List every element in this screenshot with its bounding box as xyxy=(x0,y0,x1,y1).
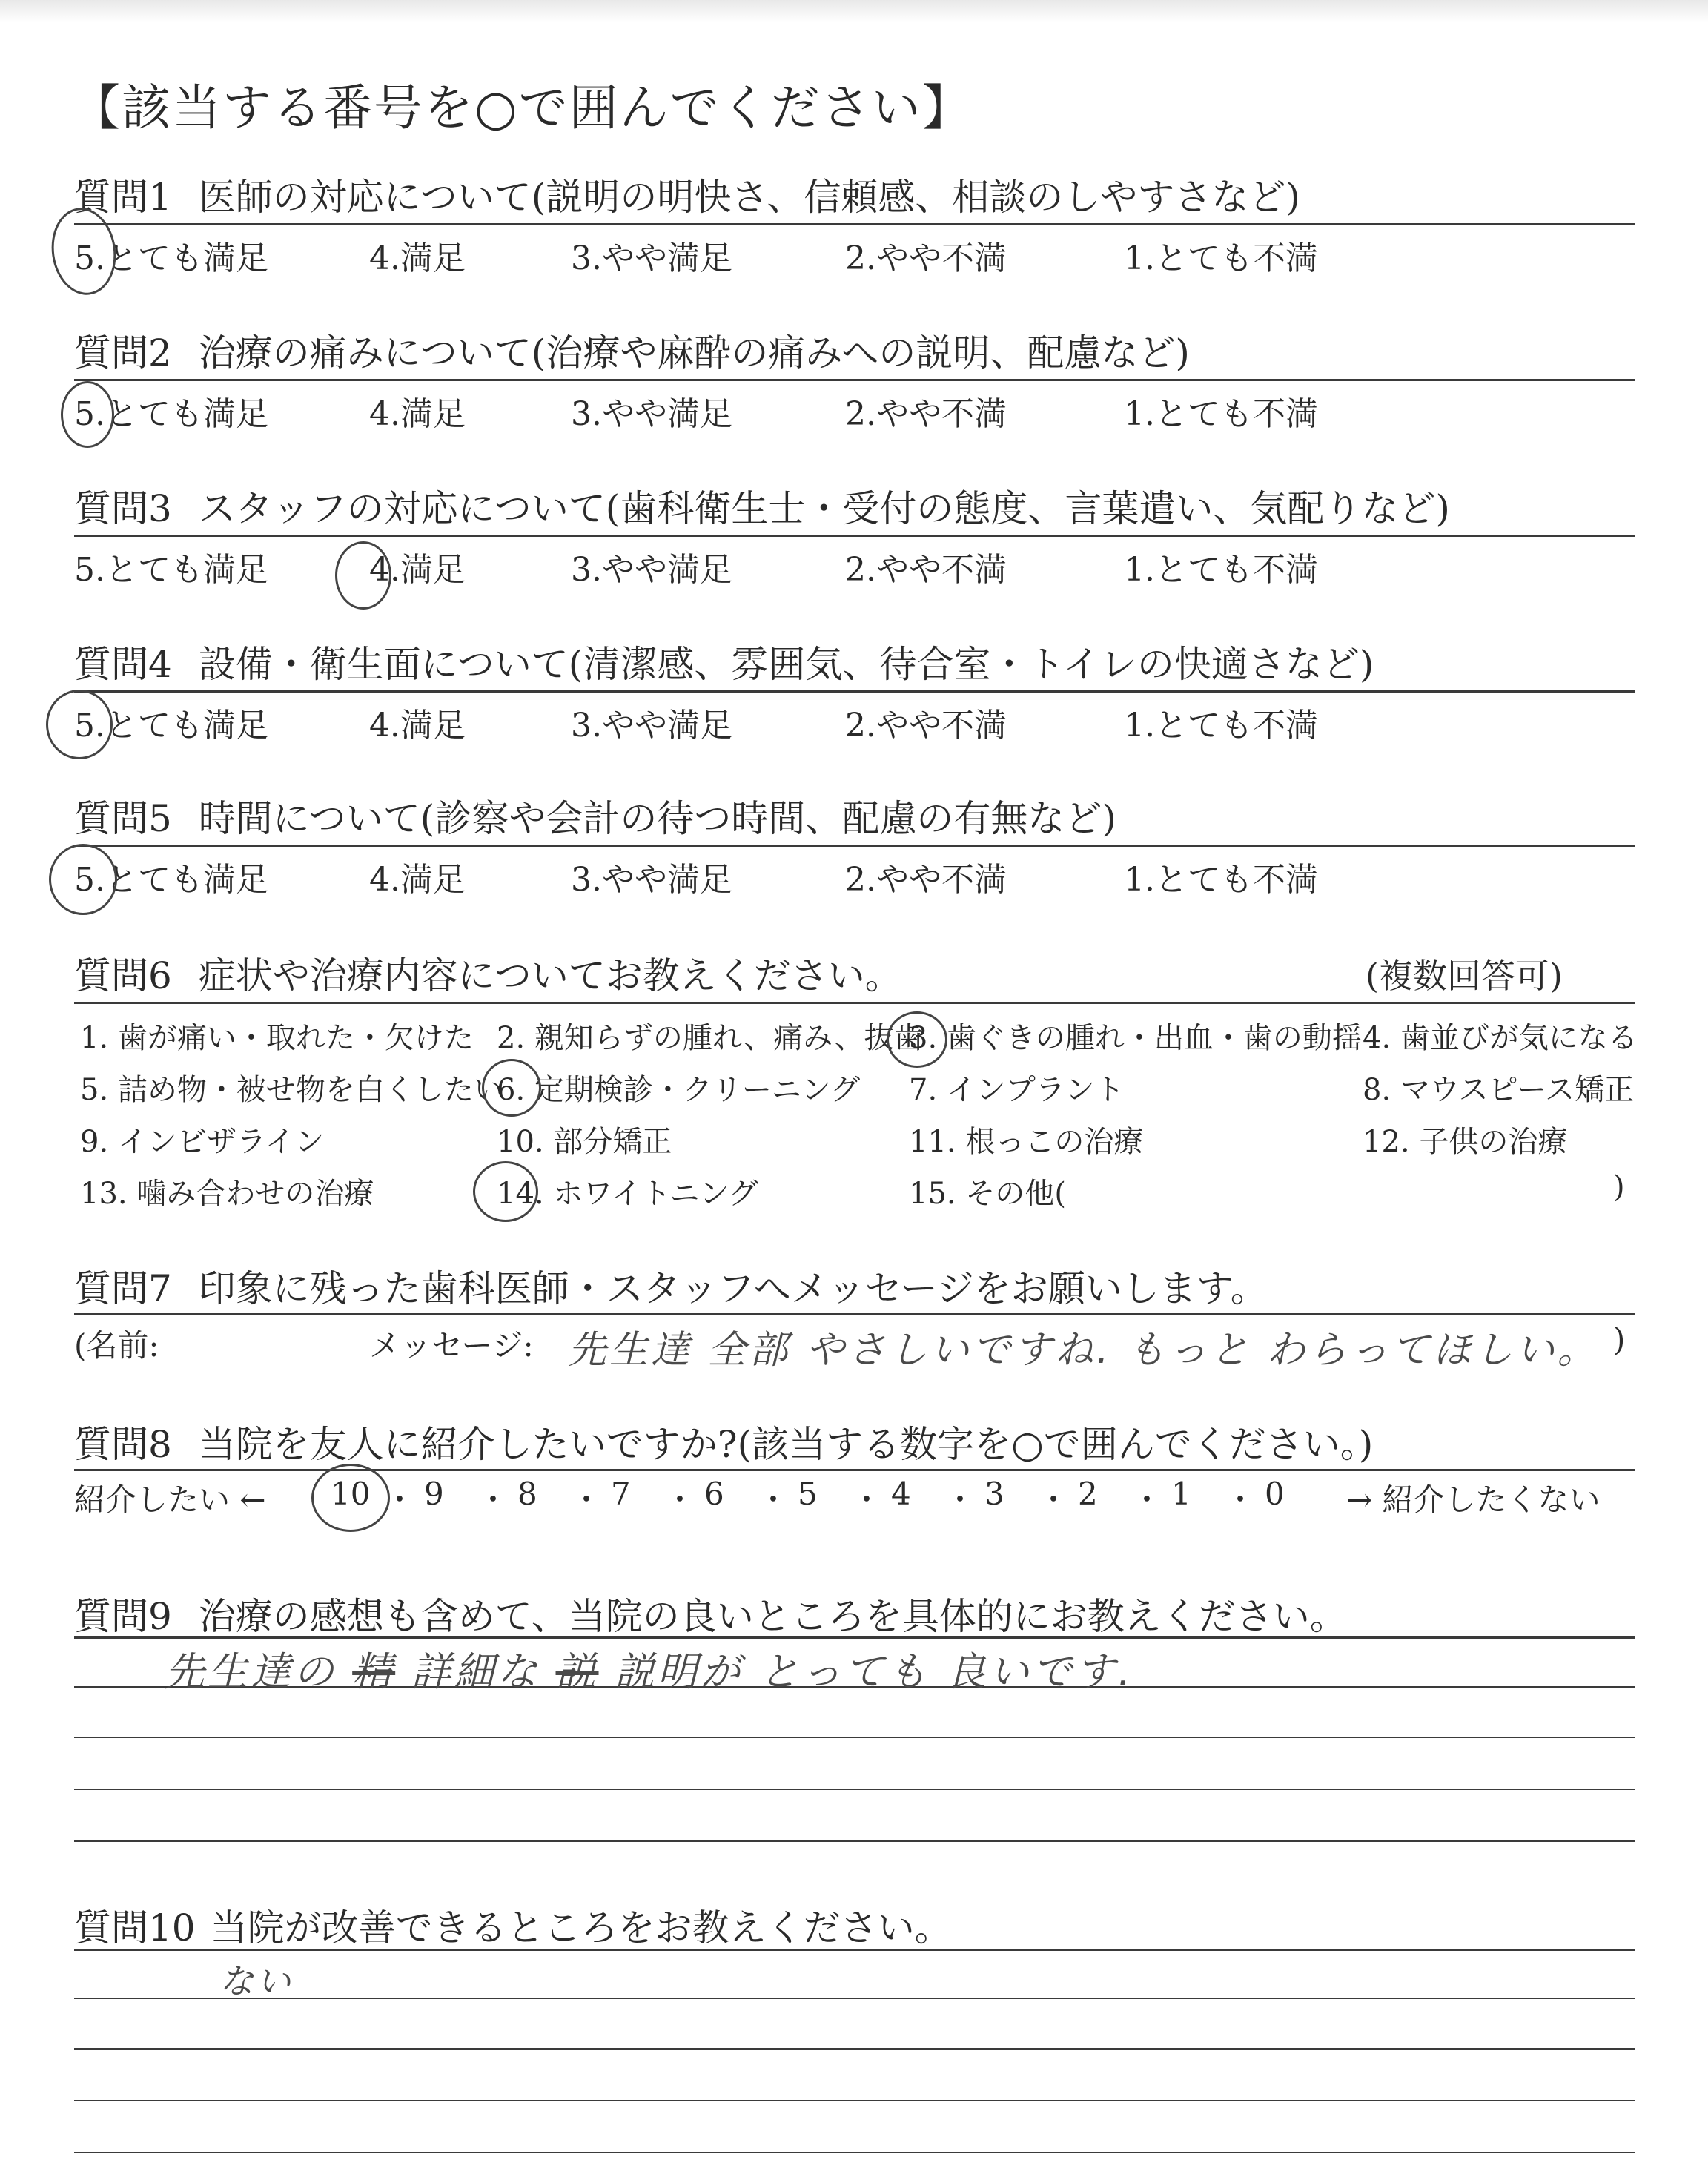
q8-scale-separator: ・ xyxy=(1225,1482,1257,1518)
q3-option-2[interactable]: 2.やや不満 xyxy=(845,551,1007,589)
question-3-text: スタッフの対応について(歯科衛生士・受付の態度、言葉遣い、気配りなど) xyxy=(198,487,1450,530)
question-9-number: 質問9 xyxy=(74,1595,172,1638)
q9-answer-crossed-1: 精 xyxy=(352,1648,396,1695)
q10-answer-line-3 xyxy=(74,2100,1635,2101)
q9-answer-handwritten[interactable] xyxy=(165,1640,1133,1697)
q1-option-3[interactable]: 3.やや満足 xyxy=(571,240,732,277)
q8-scale-value-5[interactable]: 5 xyxy=(798,1476,818,1512)
question-6 xyxy=(74,946,902,1000)
q8-scale-separator: ・ xyxy=(851,1482,883,1518)
question-10-number: 質問10 xyxy=(74,1906,196,1949)
q2-option-3[interactable]: 3.やや満足 xyxy=(571,395,732,433)
q9-answer-crossed-2: 説 xyxy=(555,1648,599,1695)
q10-answer-line-1 xyxy=(74,1998,1635,1999)
q6-item-4[interactable]: 4. 歯並びが気になる xyxy=(1363,1021,1638,1055)
q9-answer-part-2: 詳細な xyxy=(411,1648,540,1695)
q6-item-13[interactable]: 13. 噛み合わせの治療 xyxy=(80,1177,374,1211)
q5-option-4[interactable]: 4.満足 xyxy=(369,861,466,899)
q6-item-2[interactable]: 2. 親知らずの腫れ、痛み、抜歯 xyxy=(497,1021,924,1055)
q6-item-11[interactable]: 11. 根っこの治療 xyxy=(909,1125,1144,1159)
q8-scale-value-10[interactable]: 10 xyxy=(331,1476,371,1512)
question-4-rule xyxy=(74,690,1635,693)
q6-item-6[interactable]: 6. 定期検診・クリーニング xyxy=(497,1073,861,1107)
q1-option-5[interactable]: 5.とても満足 xyxy=(74,240,268,277)
q8-scale-separator: ・ xyxy=(1131,1482,1163,1518)
question-8-rule xyxy=(74,1469,1635,1471)
q8-scale-value-7[interactable]: 7 xyxy=(611,1476,631,1512)
question-1-text: 医師の対応について(説明の明快さ、信頼感、相談のしやすさなど) xyxy=(198,176,1300,219)
q6-item-12[interactable]: 12. 子供の治療 xyxy=(1363,1125,1568,1159)
question-10-rule xyxy=(74,1949,1635,1951)
q3-option-4[interactable]: 4.満足 xyxy=(369,551,466,589)
q2-option-4[interactable]: 4.満足 xyxy=(369,395,466,433)
q9-answer-line-3 xyxy=(74,1789,1635,1790)
q8-scale-value-4[interactable]: 4 xyxy=(891,1476,911,1512)
q8-scale-separator: ・ xyxy=(1038,1482,1070,1518)
q5-option-1[interactable]: 1.とても不満 xyxy=(1124,861,1318,899)
q6-other-close-paren: ) xyxy=(1613,1170,1625,1204)
q6-item-9[interactable]: 9. インビザライン xyxy=(80,1125,325,1159)
q5-option-5[interactable]: 5.とても満足 xyxy=(74,861,268,899)
question-8 xyxy=(74,1415,1373,1468)
question-10-text: 当院が改善できるところをお教えください。 xyxy=(210,1906,952,1949)
question-4 xyxy=(74,635,1374,688)
q8-scale-separator: ・ xyxy=(384,1482,416,1518)
question-2-text: 治療の痛みについて(治療や麻酔の痛みへの説明、配慮など) xyxy=(198,331,1190,374)
q7-name-label: (名前: xyxy=(74,1327,159,1364)
q8-scale-value-8[interactable]: 8 xyxy=(517,1476,537,1512)
q6-item-5[interactable]: 5. 詰め物・被せ物を白くしたい xyxy=(80,1073,503,1107)
q8-right-label: → 紹介したくない xyxy=(1346,1482,1601,1518)
q6-item-14[interactable]: 14. ホワイトニング xyxy=(497,1177,758,1211)
q8-scale-value-1[interactable]: 1 xyxy=(1171,1476,1191,1512)
question-5 xyxy=(74,789,1116,842)
q9-answer-part-1: 先生達の xyxy=(165,1648,337,1695)
q4-option-4[interactable]: 4.満足 xyxy=(369,707,466,744)
q3-option-1[interactable]: 1.とても不満 xyxy=(1124,551,1318,589)
q3-option-3[interactable]: 3.やや満足 xyxy=(571,551,732,589)
q4-option-3[interactable]: 3.やや満足 xyxy=(571,707,732,744)
question-8-number: 質問8 xyxy=(74,1423,172,1466)
question-1-number: 質問1 xyxy=(74,176,172,219)
q8-selection-circle xyxy=(311,1464,390,1532)
q2-option-2[interactable]: 2.やや不満 xyxy=(845,395,1007,433)
question-7-number: 質問7 xyxy=(74,1267,172,1310)
question-7 xyxy=(74,1259,1268,1312)
q8-scale-value-6[interactable]: 6 xyxy=(704,1476,724,1512)
question-3-number: 質問3 xyxy=(74,487,172,530)
q9-answer-part-4: とっても xyxy=(758,1648,930,1695)
q6-item-10[interactable]: 10. 部分矯正 xyxy=(497,1125,672,1159)
q1-option-4[interactable]: 4.満足 xyxy=(369,240,466,277)
q4-option-1[interactable]: 1.とても不満 xyxy=(1124,707,1318,744)
q4-selection-circle xyxy=(46,690,113,759)
q6-item-1[interactable]: 1. 歯が痛い・取れた・欠けた xyxy=(80,1021,474,1055)
question-8-text: 当院を友人に紹介したいですか?(該当する数字を○で囲んでください。) xyxy=(198,1423,1374,1466)
scan-top-edge xyxy=(0,0,1708,22)
question-7-rule xyxy=(74,1313,1635,1315)
q10-answer-line-2 xyxy=(74,2048,1635,2050)
question-6-number: 質問6 xyxy=(74,954,172,997)
question-9-rule xyxy=(74,1636,1635,1639)
question-1-rule xyxy=(74,223,1635,225)
q1-option-2[interactable]: 2.やや不満 xyxy=(845,240,1007,277)
question-3-rule xyxy=(74,535,1635,537)
q8-scale-value-3[interactable]: 3 xyxy=(984,1476,1004,1512)
q5-option-2[interactable]: 2.やや不満 xyxy=(845,861,1007,899)
q6-item-7[interactable]: 7. インプラント xyxy=(909,1073,1125,1107)
question-9-text: 治療の感想も含めて、当院の良いところを具体的にお教えください。 xyxy=(198,1595,1347,1638)
question-2 xyxy=(74,323,1190,377)
q7-message-label: メッセージ: xyxy=(369,1327,534,1364)
q10-answer-handwritten[interactable]: ない xyxy=(219,1961,294,2001)
q6-selection-circle-3 xyxy=(887,1011,947,1068)
q1-option-1[interactable]: 1.とても不満 xyxy=(1124,240,1318,277)
q8-scale-separator: ・ xyxy=(664,1482,696,1518)
question-2-rule xyxy=(74,379,1635,381)
q8-scale-value-0[interactable]: 0 xyxy=(1265,1476,1285,1512)
question-4-text: 設備・衛生面について(清潔感、雰囲気、待合室・トイレの快適さなど) xyxy=(198,643,1374,686)
q8-scale-value-2[interactable]: 2 xyxy=(1078,1476,1098,1512)
question-2-number: 質問2 xyxy=(74,331,172,374)
q6-selection-circle-6 xyxy=(482,1059,541,1117)
q9-answer-part-5: 良いです. xyxy=(945,1648,1134,1695)
q3-option-5[interactable]: 5.とても満足 xyxy=(74,551,268,589)
q9-answer-line-4 xyxy=(74,1840,1635,1842)
q3-selection-circle xyxy=(335,541,391,610)
q9-answer-line-2 xyxy=(74,1737,1635,1738)
page-title: 【該当する番号を○で囲んでください】 xyxy=(71,79,973,136)
question-5-text: 時間について(診察や会計の待つ時間、配慮の有無など) xyxy=(198,797,1116,840)
q2-option-5[interactable]: 5.とても満足 xyxy=(74,395,268,433)
q8-scale-separator: ・ xyxy=(477,1482,509,1518)
q6-selection-circle-14 xyxy=(473,1161,538,1222)
question-6-text: 症状や治療内容についてお教えください。 xyxy=(198,954,902,997)
question-3 xyxy=(74,479,1450,532)
q8-scale-value-9[interactable]: 9 xyxy=(424,1476,444,1512)
question-4-number: 質問4 xyxy=(74,643,172,686)
q9-answer-part-3: 説明が xyxy=(614,1648,744,1695)
q5-option-3[interactable]: 3.やや満足 xyxy=(571,861,732,899)
q8-scale-separator: ・ xyxy=(944,1482,976,1518)
q2-option-1[interactable]: 1.とても不満 xyxy=(1124,395,1318,433)
question-7-text: 印象に残った歯科医師・スタッフへメッセージをお願いします。 xyxy=(198,1267,1268,1310)
q6-item-15[interactable]: 15. その他( xyxy=(909,1177,1066,1211)
q8-scale-separator: ・ xyxy=(571,1482,603,1518)
q7-message-handwritten[interactable]: 先生達 全部 やさしいですね. もっと わらってほしい。 xyxy=(568,1328,1599,1373)
q6-item-8[interactable]: 8. マウスピース矯正 xyxy=(1363,1073,1635,1107)
q6-item-3[interactable]: 3. 歯ぐきの腫れ・出血・歯の動揺 xyxy=(909,1021,1362,1055)
q2-selection-circle xyxy=(61,381,114,448)
q4-option-2[interactable]: 2.やや不満 xyxy=(845,707,1007,744)
q8-scale-separator: ・ xyxy=(758,1482,790,1518)
question-6-note: (複数回答可) xyxy=(1366,956,1563,996)
q5-selection-circle xyxy=(49,844,117,915)
question-1 xyxy=(74,168,1300,221)
q7-close-paren: ) xyxy=(1613,1321,1626,1358)
q8-left-label: 紹介したい ← xyxy=(74,1482,266,1518)
question-5-rule xyxy=(74,845,1635,847)
question-10 xyxy=(74,1898,952,1952)
question-9 xyxy=(74,1587,1347,1640)
question-5-number: 質問5 xyxy=(74,797,172,840)
question-6-rule xyxy=(74,1002,1635,1004)
q10-answer-line-4 xyxy=(74,2152,1635,2153)
q4-option-5[interactable]: 5.とても満足 xyxy=(74,707,268,744)
